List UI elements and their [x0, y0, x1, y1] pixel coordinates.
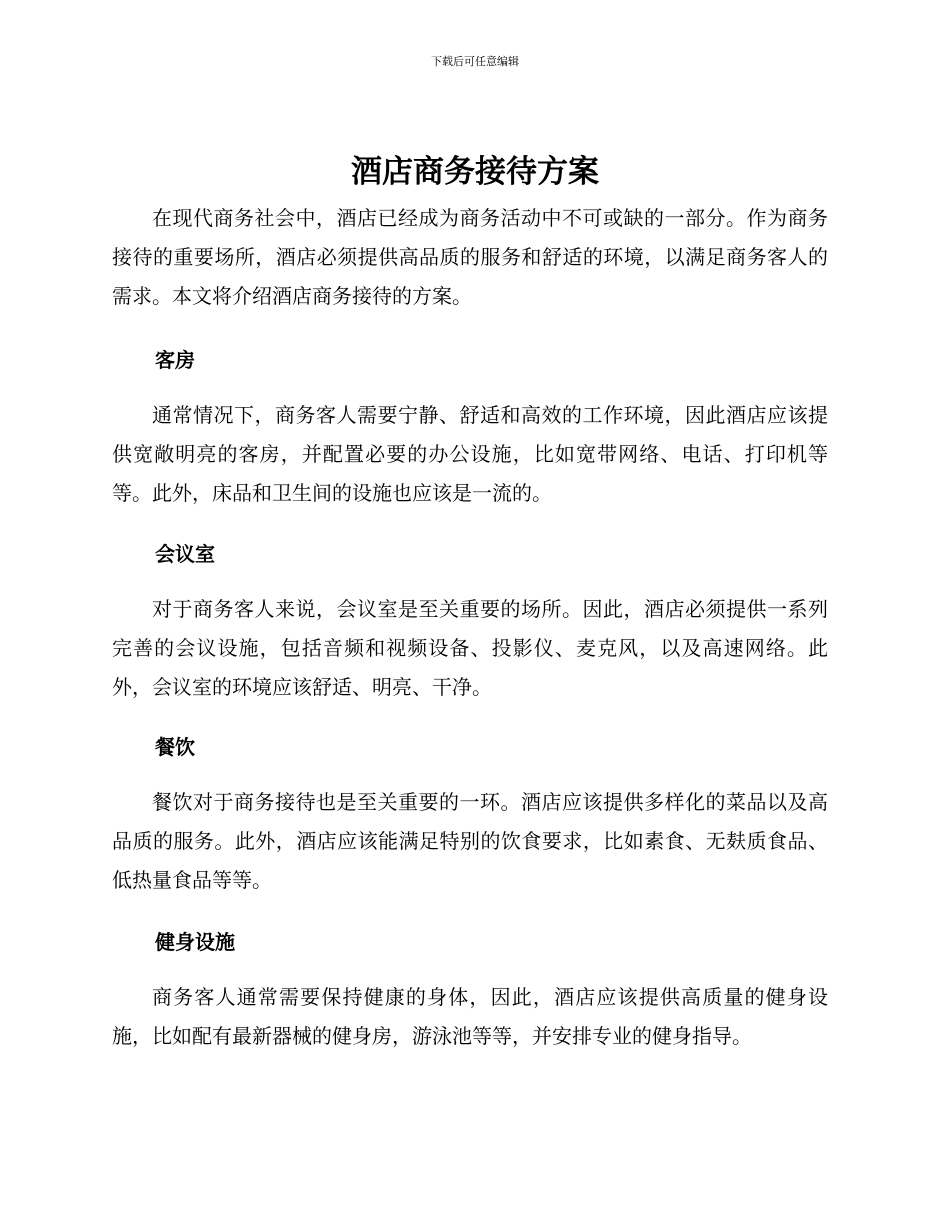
- section-body-meeting-rooms: 对于商务客人来说，会议室是至关重要的场所。因此，酒店必须提供一系列完善的会议设施，包括音频和视频设备、投影仪、麦克风，以及高速网络。此外，会议室的环境应该舒适、明亮、干净。: [112, 597, 828, 699]
- document-title: 酒店商务接待方案: [351, 154, 599, 190]
- section-heading-dining: 餐饮: [155, 735, 195, 759]
- page-header-note: 下载后可任意编辑: [431, 55, 519, 68]
- section-heading-fitness: 健身设施: [155, 930, 235, 954]
- section-heading-meeting-rooms: 会议室: [155, 542, 215, 566]
- intro-paragraph: 在现代商务社会中，酒店已经成为商务活动中不可或缺的一部分。作为商务接待的重要场所，酒店必须提供高品质的服务和舒适的环境，以满足商务客人的需求。本文将介绍酒店商务接待的方案。: [112, 206, 828, 308]
- section-body-dining: 餐饮对于商务接待也是至关重要的一环。酒店应该提供多样化的菜品以及高品质的服务。此外，酒店应该能满足特别的饮食要求，比如素食、无麸质食品、低热量食品等等。: [112, 790, 828, 892]
- section-body-rooms: 通常情况下，商务客人需要宁静、舒适和高效的工作环境，因此酒店应该提供宽敞明亮的客房，并配置必要的办公设施，比如宽带网络、电话、打印机等等。此外，床品和卫生间的设施也应该是一流的。: [112, 403, 828, 505]
- section-heading-rooms: 客房: [155, 348, 195, 372]
- section-body-fitness: 商务客人通常需要保持健康的身体，因此，酒店应该提供高质量的健身设施，比如配有最新器械的健身房，游泳池等等，并安排专业的健身指导。: [112, 985, 828, 1048]
